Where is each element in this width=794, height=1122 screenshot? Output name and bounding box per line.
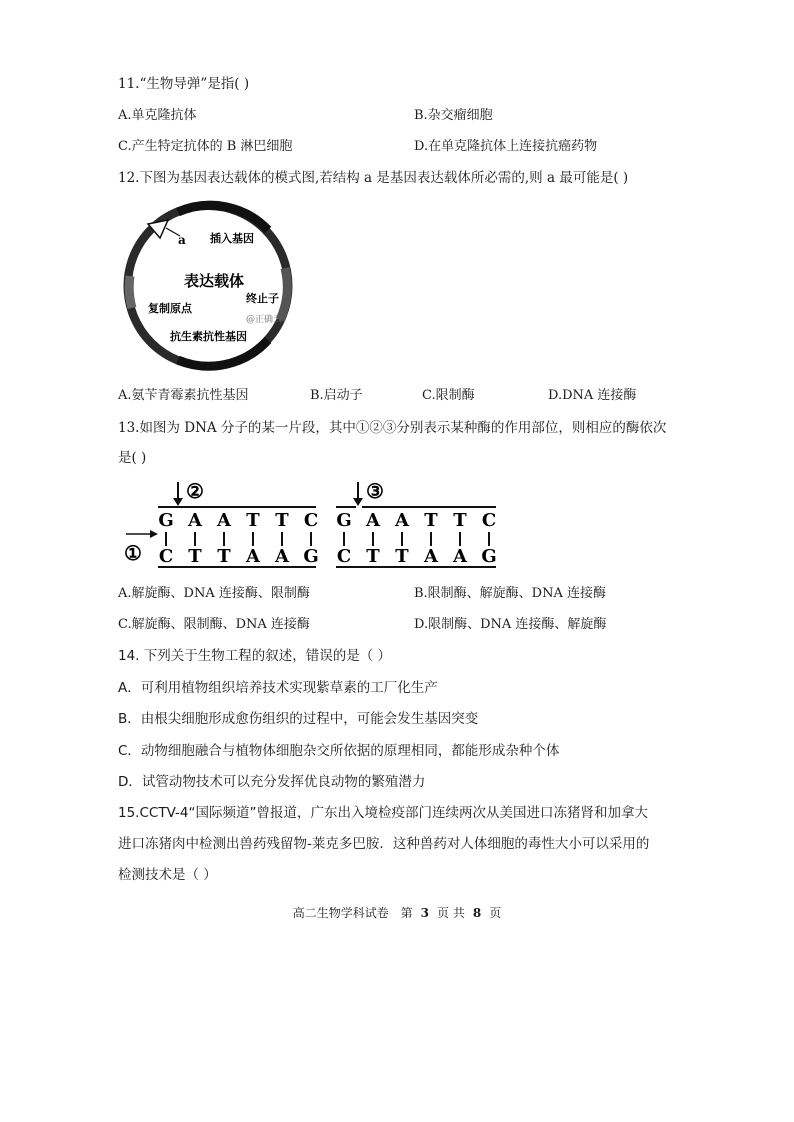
dna-base-left-top: C — [303, 510, 319, 531]
dna-base-left-top: A — [217, 510, 231, 531]
footer-page-current: 3 — [420, 906, 429, 920]
origin-segment — [129, 276, 132, 308]
expression-vector-figure — [118, 198, 300, 374]
dna-base-right-top: T — [453, 510, 467, 531]
q12-option-b: B.启动子 — [310, 388, 363, 403]
q12-option-c: C.限制酶 — [422, 388, 475, 403]
dna-base-left-bottom: T — [188, 546, 202, 567]
terminator-label: 终止子 — [246, 292, 279, 305]
q11-option-b: B.杂交瘤细胞 — [414, 108, 493, 123]
footer-title: 高二生物学科试卷 — [292, 906, 389, 920]
vector-title: 表达载体 — [184, 272, 245, 290]
dna-fragment-figure — [118, 474, 508, 576]
dna-base-left-top: T — [246, 510, 260, 531]
resistance-gene-label: 抗生素抗性基因 — [170, 330, 247, 343]
dna-base-right-bottom: T — [395, 546, 409, 567]
dna-base-right-bottom: A — [453, 546, 467, 567]
structure-a-label: a — [178, 233, 186, 247]
watermark: @正确云 — [246, 315, 283, 325]
dna-base-left-top: G — [158, 510, 174, 531]
dna-base-right-bottom: T — [366, 546, 380, 567]
origin-label: 复制原点 — [148, 302, 192, 315]
dna-base-right-top: G — [336, 510, 352, 531]
terminator-segment — [280, 268, 287, 320]
dna-base-left-bottom: T — [217, 546, 231, 567]
q13-option-c: C.解旋酶、限制酶、DNA 连接酶 — [118, 617, 310, 632]
insert-gene-label: 插入基因 — [210, 232, 254, 245]
marker-2: ② — [186, 479, 204, 503]
footer-page-prefix: 第 — [400, 906, 413, 920]
dna-base-left-bottom: G — [303, 546, 319, 567]
q13-stem-line2: 是( ) — [118, 450, 147, 466]
footer-page-mid: 页 共 — [437, 906, 465, 920]
q12-option-a: A.氨苄青霉素抗性基因 — [118, 388, 249, 403]
q14-stem: 14. 下列关于生物工程的叙述，错误的是（ ） — [118, 648, 392, 664]
marker-1: ① — [124, 541, 142, 565]
q15-line3: 检测技术是（ ） — [118, 867, 217, 883]
q13-option-a: A.解旋酶、DNA 连接酶、限制酶 — [118, 586, 310, 601]
dna-base-right-bottom: A — [424, 546, 438, 567]
dna-base-right-top: T — [424, 510, 438, 531]
dna-base-right-bottom: G — [481, 546, 497, 567]
q11-option-d: D.在单克隆抗体上连接抗癌药物 — [414, 139, 598, 154]
page-footer — [0, 904, 794, 921]
q11-option-a: A.单克隆抗体 — [118, 108, 197, 123]
dna-base-right-top: A — [366, 510, 380, 531]
q14-option-c: C．动物细胞融合与植物体细胞杂交所依据的原理相同，都能形成杂种个体 — [118, 743, 560, 759]
q11-option-c: C.产生特定抗体的 B 淋巴细胞 — [118, 139, 293, 154]
q13-option-b: B.限制酶、解旋酶、DNA 连接酶 — [414, 586, 607, 601]
dna-base-right-top: A — [395, 510, 409, 531]
q11-stem: 11.“生物导弹”是指( ) — [118, 76, 250, 92]
dna-base-right-bottom: C — [336, 546, 352, 567]
dna-base-left-bottom: C — [158, 546, 174, 567]
dna-base-left-bottom: A — [246, 546, 260, 567]
dna-base-left-bottom: A — [275, 546, 289, 567]
footer-page-total: 8 — [472, 906, 482, 920]
footer-page-suffix: 页 — [489, 906, 502, 920]
q12-stem: 12.下图为基因表达载体的模式图,若结构 a 是基因表达载体所必需的,则 a 最可能是( ) — [118, 170, 629, 186]
q14-option-a: A．可利用植物组织培养技术实现紫草素的工厂化生产 — [118, 680, 438, 696]
q14-option-b: B．由根尖细胞形成愈伤组织的过程中，可能会发生基因突变 — [118, 711, 479, 727]
q13-option-d: D.限制酶、DNA 连接酶、解旋酶 — [414, 617, 607, 632]
q13-stem-line1: 13.如图为 DNA 分子的某一片段，其中①②③分别表示某种酶的作用部位，则相应的酶依次 — [118, 420, 667, 436]
q15-line2: 进口冻猪肉中检测出兽药残留物-莱克多巴胺．这种兽药对人体细胞的毒性大小可以采用的 — [118, 836, 650, 852]
marker-3: ③ — [366, 479, 384, 503]
dna-base-left-top: T — [275, 510, 289, 531]
dna-base-left-top: A — [188, 510, 202, 531]
dna-base-right-top: C — [481, 510, 497, 531]
q14-option-d: D．试管动物技术可以充分发挥优良动物的繁殖潜力 — [118, 774, 426, 790]
q15-line1: 15.CCTV-4“国际频道”曾报道，广东出入境检疫部门连续两次从美国进口冻猪肾和加拿大 — [118, 805, 648, 821]
q12-option-d: D.DNA 连接酶 — [548, 388, 637, 403]
